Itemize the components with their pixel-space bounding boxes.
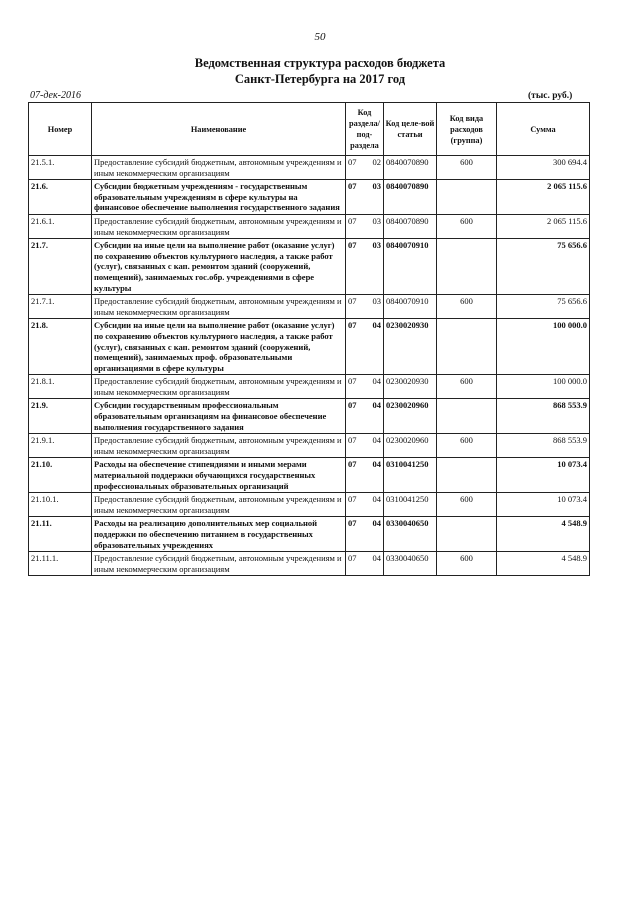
row-number: 21.9.1. bbox=[29, 434, 92, 458]
row-sum: 868 553.9 bbox=[497, 399, 590, 434]
row-target-code: 0840070890 bbox=[384, 214, 437, 238]
row-number: 21.7. bbox=[29, 239, 92, 295]
row-sum: 100 000.0 bbox=[497, 319, 590, 375]
row-name: Субсидии государственным профессиональным образовательным организациям на финансовое обеспечение выполнения государственного задания bbox=[92, 399, 346, 434]
row-name: Предоставление субсидий бюджетным, автономным учреждениям и иным некоммерческим организациям bbox=[92, 295, 346, 319]
row-number: 21.8. bbox=[29, 319, 92, 375]
subsection-code: 04 bbox=[372, 553, 381, 564]
table-row bbox=[29, 295, 590, 319]
row-number: 21.11. bbox=[29, 517, 92, 552]
row-name: Субсидии на иные цели на выполнение работ (оказание услуг) по сохранению объектов культурного наследия, а также работ (услуг), связанных с кап. ремонтом зданий (сооружений, помещений), занимаемых гос.обр. учреждениями в сфере культуры bbox=[92, 239, 346, 295]
row-target-code: 0840070890 bbox=[384, 156, 437, 180]
row-section bbox=[346, 434, 384, 458]
row-section bbox=[346, 295, 384, 319]
row-name: Субсидии на иные цели на выполнение работ (оказание услуг) по сохранению объектов культурного наследия, а также работ (услуг), связанных с кап. ремонтом зданий (сооружений, помещений), занимаемых проф. образовательными организациями в сфере культуры bbox=[92, 319, 346, 375]
row-section bbox=[346, 399, 384, 434]
row-expense-type bbox=[437, 399, 497, 434]
section-code: 07 bbox=[348, 400, 357, 411]
row-expense-type: 600 bbox=[437, 214, 497, 238]
row-name: Предоставление субсидий бюджетным, автономным учреждениям и иным некоммерческим организациям bbox=[92, 434, 346, 458]
row-sum: 10 073.4 bbox=[497, 458, 590, 493]
row-sum: 2 065 115.6 bbox=[497, 214, 590, 238]
row-number: 21.7.1. bbox=[29, 295, 92, 319]
row-number: 21.10. bbox=[29, 458, 92, 493]
row-number: 21.10.1. bbox=[29, 493, 92, 517]
header-name: Наименование bbox=[92, 103, 346, 156]
table-row bbox=[29, 156, 590, 180]
title-line-1: Ведомственная структура расходов бюджета bbox=[194, 56, 446, 70]
row-number: 21.11.1. bbox=[29, 552, 92, 576]
section-code: 07 bbox=[348, 320, 357, 331]
row-expense-type bbox=[437, 180, 497, 215]
row-number: 21.5.1. bbox=[29, 156, 92, 180]
table-row bbox=[29, 434, 590, 458]
section-code: 07 bbox=[348, 181, 357, 192]
row-section bbox=[346, 552, 384, 576]
document-title bbox=[0, 55, 640, 87]
row-expense-type: 600 bbox=[437, 434, 497, 458]
row-name: Предоставление субсидий бюджетным, автономным учреждениям и иным некоммерческим организациям bbox=[92, 156, 346, 180]
row-expense-type bbox=[437, 458, 497, 493]
section-code: 07 bbox=[348, 376, 357, 387]
table-row bbox=[29, 458, 590, 493]
row-section bbox=[346, 214, 384, 238]
budget-table bbox=[28, 102, 590, 576]
row-sum: 300 694.4 bbox=[497, 156, 590, 180]
row-section bbox=[346, 180, 384, 215]
table-body bbox=[29, 156, 590, 576]
row-sum: 868 553.9 bbox=[497, 434, 590, 458]
row-name: Расходы на обеспечение стипендиями и иными мерами материальной поддержки обучающихся государственных профессиональных образовательных организаций bbox=[92, 458, 346, 493]
subsection-code: 04 bbox=[372, 400, 381, 411]
table-header-row bbox=[29, 103, 590, 156]
subsection-code: 04 bbox=[372, 376, 381, 387]
row-target-code: 0840070910 bbox=[384, 239, 437, 295]
row-target-code: 0310041250 bbox=[384, 458, 437, 493]
table-row bbox=[29, 399, 590, 434]
header-number: Номер bbox=[29, 103, 92, 156]
row-section bbox=[346, 239, 384, 295]
row-sum: 75 656.6 bbox=[497, 295, 590, 319]
title-line-2: Санкт-Петербурга на 2017 год bbox=[234, 72, 406, 86]
section-code: 07 bbox=[348, 435, 357, 446]
units-label: (тыс. руб.) bbox=[528, 91, 573, 101]
row-target-code: 0230020930 bbox=[384, 375, 437, 399]
row-target-code: 0230020930 bbox=[384, 319, 437, 375]
table-row bbox=[29, 239, 590, 295]
row-sum: 4 548.9 bbox=[497, 552, 590, 576]
section-code: 07 bbox=[348, 240, 357, 251]
table-row bbox=[29, 214, 590, 238]
subsection-code: 03 bbox=[372, 215, 381, 226]
table-row bbox=[29, 517, 590, 552]
row-expense-type: 600 bbox=[437, 295, 497, 319]
page-number: 50 bbox=[314, 31, 326, 43]
row-expense-type bbox=[437, 319, 497, 375]
row-name: Субсидии бюджетным учреждениям - государственным образовательным учреждениям в сфере культуры на финансовое обеспечение выполнения государственного задания bbox=[92, 180, 346, 215]
row-sum: 100 000.0 bbox=[497, 375, 590, 399]
row-target-code: 0330040650 bbox=[384, 552, 437, 576]
row-number: 21.6.1. bbox=[29, 214, 92, 238]
row-name: Предоставление субсидий бюджетным, автономным учреждениям и иным некоммерческим организациям bbox=[92, 214, 346, 238]
header-section: Код раздела/ под-раздела bbox=[346, 103, 384, 156]
row-sum: 10 073.4 bbox=[497, 493, 590, 517]
row-number: 21.9. bbox=[29, 399, 92, 434]
row-name: Предоставление субсидий бюджетным, автономным учреждениям и иным некоммерческим организациям bbox=[92, 493, 346, 517]
table-row bbox=[29, 493, 590, 517]
section-code: 07 bbox=[348, 157, 357, 167]
subsection-code: 04 bbox=[372, 320, 381, 331]
table-row bbox=[29, 319, 590, 375]
row-number: 21.6. bbox=[29, 180, 92, 215]
row-section bbox=[346, 375, 384, 399]
row-sum: 75 656.6 bbox=[497, 239, 590, 295]
section-code: 07 bbox=[348, 215, 357, 226]
section-code: 07 bbox=[348, 553, 357, 564]
header-sum: Сумма bbox=[497, 103, 590, 156]
row-target-code: 0840070910 bbox=[384, 295, 437, 319]
row-expense-type: 600 bbox=[437, 156, 497, 180]
row-expense-type: 600 bbox=[437, 493, 497, 517]
row-target-code: 0230020960 bbox=[384, 399, 437, 434]
section-code: 07 bbox=[348, 459, 357, 470]
subsection-code: 03 bbox=[372, 181, 381, 192]
row-name: Предоставление субсидий бюджетным, автономным учреждениям и иным некоммерческим организациям bbox=[92, 552, 346, 576]
subsection-code: 04 bbox=[372, 494, 381, 505]
section-code: 07 bbox=[348, 494, 357, 505]
row-name: Расходы на реализацию дополнительных мер социальной поддержки по обеспечению питанием в государственных образовательных учреждениях bbox=[92, 517, 346, 552]
row-expense-type bbox=[437, 517, 497, 552]
row-number: 21.8.1. bbox=[29, 375, 92, 399]
row-section bbox=[346, 156, 384, 180]
row-target-code: 0840070890 bbox=[384, 180, 437, 215]
row-target-code: 0310041250 bbox=[384, 493, 437, 517]
row-sum: 4 548.9 bbox=[497, 517, 590, 552]
subsection-code: 04 bbox=[372, 518, 381, 529]
row-expense-type bbox=[437, 239, 497, 295]
section-code: 07 bbox=[348, 518, 357, 529]
row-section bbox=[346, 458, 384, 493]
table-row bbox=[29, 180, 590, 215]
subsection-code: 03 bbox=[372, 296, 381, 307]
subsection-code: 04 bbox=[372, 435, 381, 446]
row-section bbox=[346, 493, 384, 517]
subsection-code: 03 bbox=[372, 240, 381, 251]
subsection-code: 04 bbox=[372, 459, 381, 470]
table-row bbox=[29, 552, 590, 576]
row-name: Предоставление субсидий бюджетным, автономным учреждениям и иным некоммерческим организациям bbox=[92, 375, 346, 399]
row-expense-type: 600 bbox=[437, 375, 497, 399]
row-target-code: 0330040650 bbox=[384, 517, 437, 552]
row-expense-type: 600 bbox=[437, 552, 497, 576]
row-section bbox=[346, 319, 384, 375]
document-date: 07-дек-2016 bbox=[30, 90, 81, 101]
row-target-code: 0230020960 bbox=[384, 434, 437, 458]
header-expense-type: Код вида расходов (группа) bbox=[437, 103, 497, 156]
row-sum: 2 065 115.6 bbox=[497, 180, 590, 215]
section-code: 07 bbox=[348, 296, 357, 307]
header-target: Код целе-вой статьи bbox=[384, 103, 437, 156]
subsection-code: 02 bbox=[372, 157, 381, 167]
table-row bbox=[29, 375, 590, 399]
row-section bbox=[346, 517, 384, 552]
